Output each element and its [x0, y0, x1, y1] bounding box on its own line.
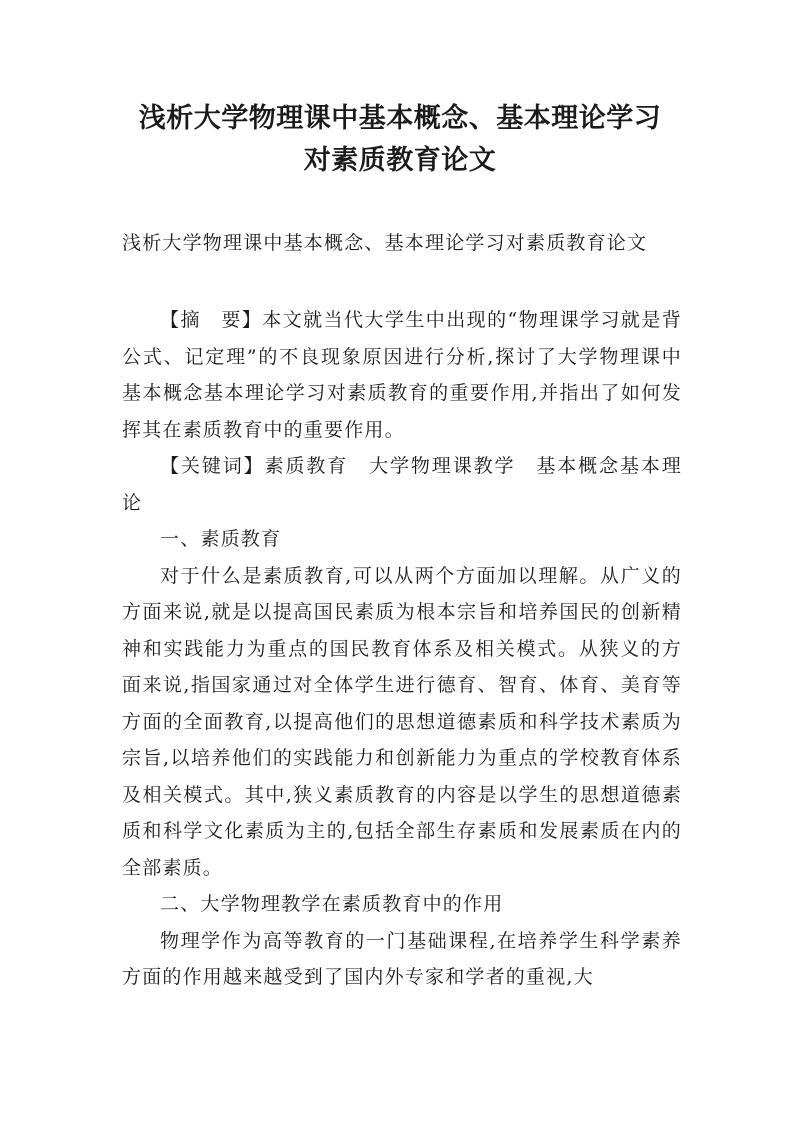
section-paragraph-1: 对于什么是素质教育,可以从两个方面加以理解。从广义的方面来说,就是以提高国民素质为根本宗旨和培养国民的创新精神和实践能力为重点的国民教育体系及相关模式。从狭义的方面来说,指国家通过对全体学生进行德育、智育、体育、美育等方面的全面教育,以提高他们的思想道德素质和科学技术素质为宗旨,以培养他们的实践能力和创新能力为重点的学校教育体系及相关模式。其中,狭义素质教育的内容是以学生的思想道德素质和科学文化素质为主的,包括全部生存素质和发展素质在内的全部素质。	[122, 564, 682, 879]
document-body	[122, 302, 682, 996]
title-line-2: 对素质教育论文	[303, 145, 497, 176]
document-subtitle: 浅析大学物理课中基本概念、基本理论学习对素质教育论文	[122, 232, 648, 254]
section-heading-2: 二、大学物理教学在素质教育中的作用	[160, 893, 504, 915]
section-paragraph-2: 物理学作为高等教育的一门基础课程,在培养学生科学素养方面的作用越来越受到了国内外专家和学者的重视,大	[122, 929, 682, 988]
document-title	[100, 98, 700, 182]
title-line-1: 浅析大学物理课中基本概念、基本理论学习	[138, 103, 662, 134]
section-heading-1: 一、素质教育	[160, 528, 282, 550]
abstract-paragraph: 【摘 要】本文就当代大学生中出现的“物理课学习就是背公式、记定理”的不良现象原因进行分析,探讨了大学物理课中基本概念基本理论学习对素质教育的重要作用,并指出了如何发挥其在素质教育中的重要作用。	[122, 309, 682, 441]
keywords-paragraph: 【关键词】素质教育 大学物理课教学 基本概念基本理论	[122, 455, 682, 514]
